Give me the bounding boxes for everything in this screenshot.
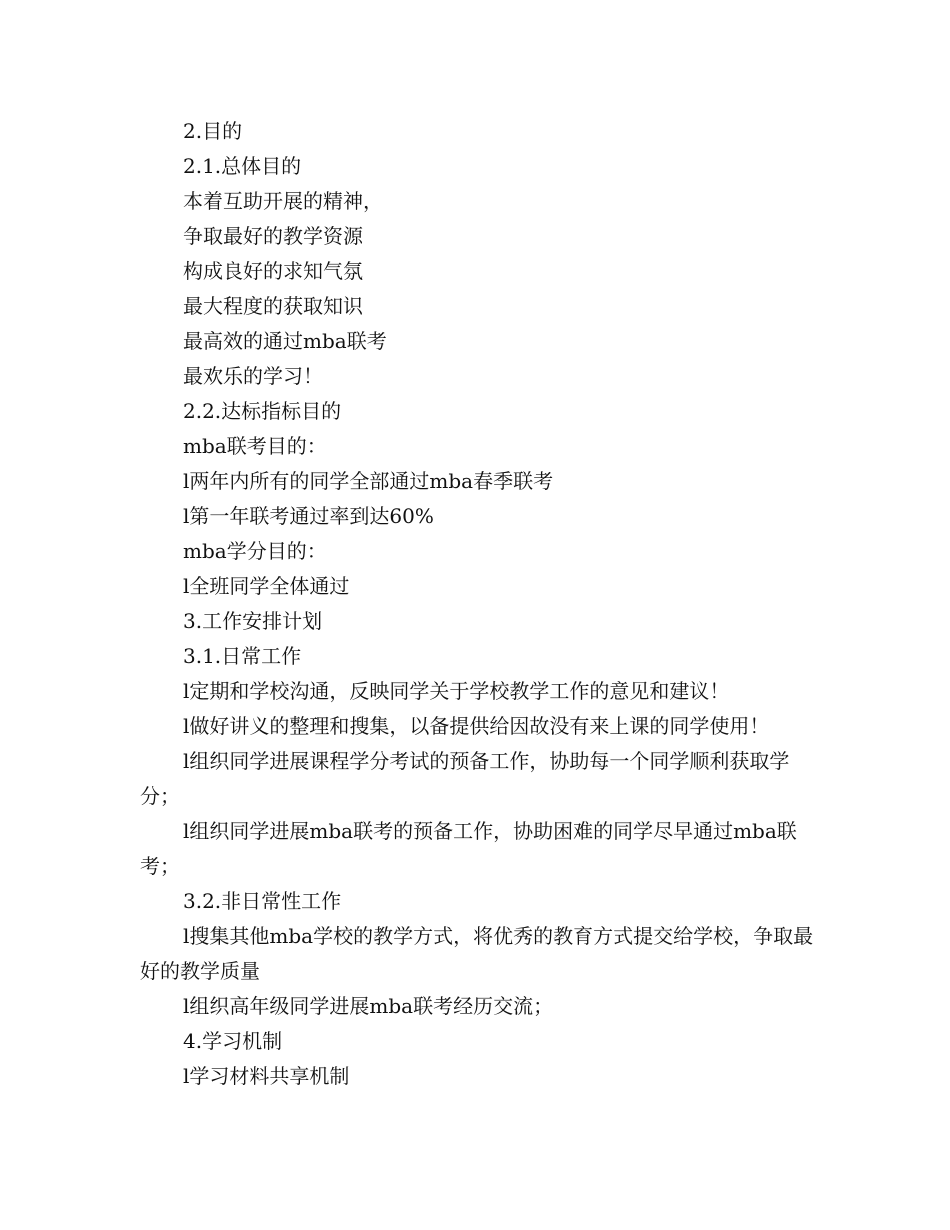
- text-line: 最欢乐的学习！: [183, 364, 323, 388]
- subheading-daily-work: 3.1.日常工作: [183, 644, 302, 668]
- text-line: 争取最好的教学资源: [183, 224, 363, 248]
- subheading-target-goals: 2.2.达标指标目的: [183, 399, 342, 423]
- subheading-non-routine-work: 3.2.非日常性工作: [183, 889, 342, 913]
- list-item: l第一年联考通过率到达60%: [183, 504, 434, 528]
- heading-learning-mechanism: 4.学习机制: [183, 1029, 283, 1053]
- list-item: l学习材料共享机制: [183, 1064, 350, 1088]
- list-item: l组织高年级同学进展mba联考经历交流；: [183, 994, 554, 1018]
- text-line: 构成良好的求知气氛: [183, 259, 363, 283]
- list-item: l组织同学进展mba联考的预备工作，协助困难的同学尽早通过mba联考；: [140, 819, 797, 878]
- list-item: l全班同学全体通过: [183, 574, 350, 598]
- list-item: l做好讲义的整理和搜集，以备提供给因故没有来上课的同学使用！: [183, 714, 770, 738]
- list-item: l组织同学进展课程学分考试的预备工作，协助每一个同学顺利获取学分；: [140, 749, 790, 808]
- text-line: 最大程度的获取知识: [183, 294, 363, 318]
- list-item: l搜集其他mba学校的教学方式，将优秀的教育方式提交给学校，争取最好的教学质量: [140, 924, 814, 983]
- list-item: l两年内所有的同学全部通过mba春季联考: [183, 469, 554, 493]
- document-body: [140, 114, 820, 1094]
- text-line: mba联考目的：: [183, 434, 327, 458]
- heading-purpose: 2.目的: [183, 119, 243, 143]
- text-line: 最高效的通过mba联考: [183, 329, 387, 353]
- text-line: 本着互助开展的精神，: [183, 189, 383, 213]
- list-item: l定期和学校沟通，反映同学关于学校教学工作的意见和建议！: [183, 679, 730, 703]
- text-line: mba学分目的：: [183, 539, 327, 563]
- heading-work-plan: 3.工作安排计划: [183, 609, 323, 633]
- subheading-overall-purpose: 2.1.总体目的: [183, 154, 302, 178]
